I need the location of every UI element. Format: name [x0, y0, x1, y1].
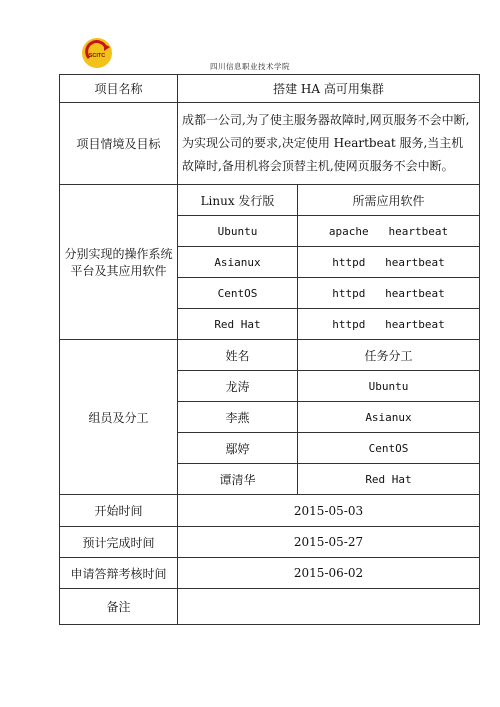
row-defense	[60, 558, 480, 589]
member-task: CentOS	[298, 433, 480, 464]
notes-label: 备注	[60, 589, 178, 625]
row-planned	[60, 527, 480, 558]
os-col-header: Linux 发行版	[178, 185, 298, 216]
logo-text: SCITC	[88, 53, 106, 59]
member-name: 鄢婷	[178, 433, 298, 464]
school-name: 四川信息职业技术学院	[210, 62, 290, 71]
project-name-value: 搭建 HA 高可用集群	[178, 75, 480, 103]
row-notes	[60, 589, 480, 625]
name-col-header: 姓名	[178, 340, 298, 371]
planned-date: 2015-05-27	[178, 527, 480, 558]
notes-value	[178, 589, 480, 625]
row-context	[60, 103, 480, 185]
context-label: 项目情境及目标	[60, 103, 178, 185]
defense-label: 申请答辩考核时间	[60, 558, 178, 589]
row-project-name	[60, 75, 480, 103]
member-task: Ubuntu	[298, 371, 480, 402]
os-cell: Ubuntu	[178, 216, 298, 247]
task-col-header: 任务分工	[298, 340, 480, 371]
os-header-row	[60, 185, 480, 216]
os-cell: Asianux	[178, 247, 298, 278]
os-label-line2: 平台及其应用软件	[70, 264, 167, 278]
software-cell: apache heartbeat	[298, 216, 480, 247]
planned-label: 预计完成时间	[60, 527, 178, 558]
os-label-line1: 分别实现的操作系统	[64, 247, 173, 261]
start-label: 开始时间	[60, 495, 178, 527]
team-header-row	[60, 340, 480, 371]
start-date: 2015-05-03	[178, 495, 480, 527]
software-cell: httpd heartbeat	[298, 309, 480, 340]
software-col-header: 所需应用软件	[298, 185, 480, 216]
row-start	[60, 495, 480, 527]
os-platform-label	[60, 185, 178, 340]
team-label: 组员及分工	[60, 340, 178, 495]
project-name-label: 项目名称	[60, 75, 178, 103]
os-cell: CentOS	[178, 278, 298, 309]
member-name: 龙涛	[178, 371, 298, 402]
member-task: Asianux	[298, 402, 480, 433]
software-cell: httpd heartbeat	[298, 278, 480, 309]
member-task: Red Hat	[298, 464, 480, 495]
member-name: 谭清华	[178, 464, 298, 495]
member-name: 李燕	[178, 402, 298, 433]
defense-date: 2015-06-02	[178, 558, 480, 589]
project-form-table	[59, 74, 480, 625]
software-cell: httpd heartbeat	[298, 247, 480, 278]
os-cell: Red Hat	[178, 309, 298, 340]
context-text: 成都一公司,为了使主服务器故障时,网页服务不会中断,为实现公司的要求,决定使用 Heartbeat 服务,当主机故障时,备用机将会顶替主机,使网页服务不会中断。	[178, 103, 480, 185]
